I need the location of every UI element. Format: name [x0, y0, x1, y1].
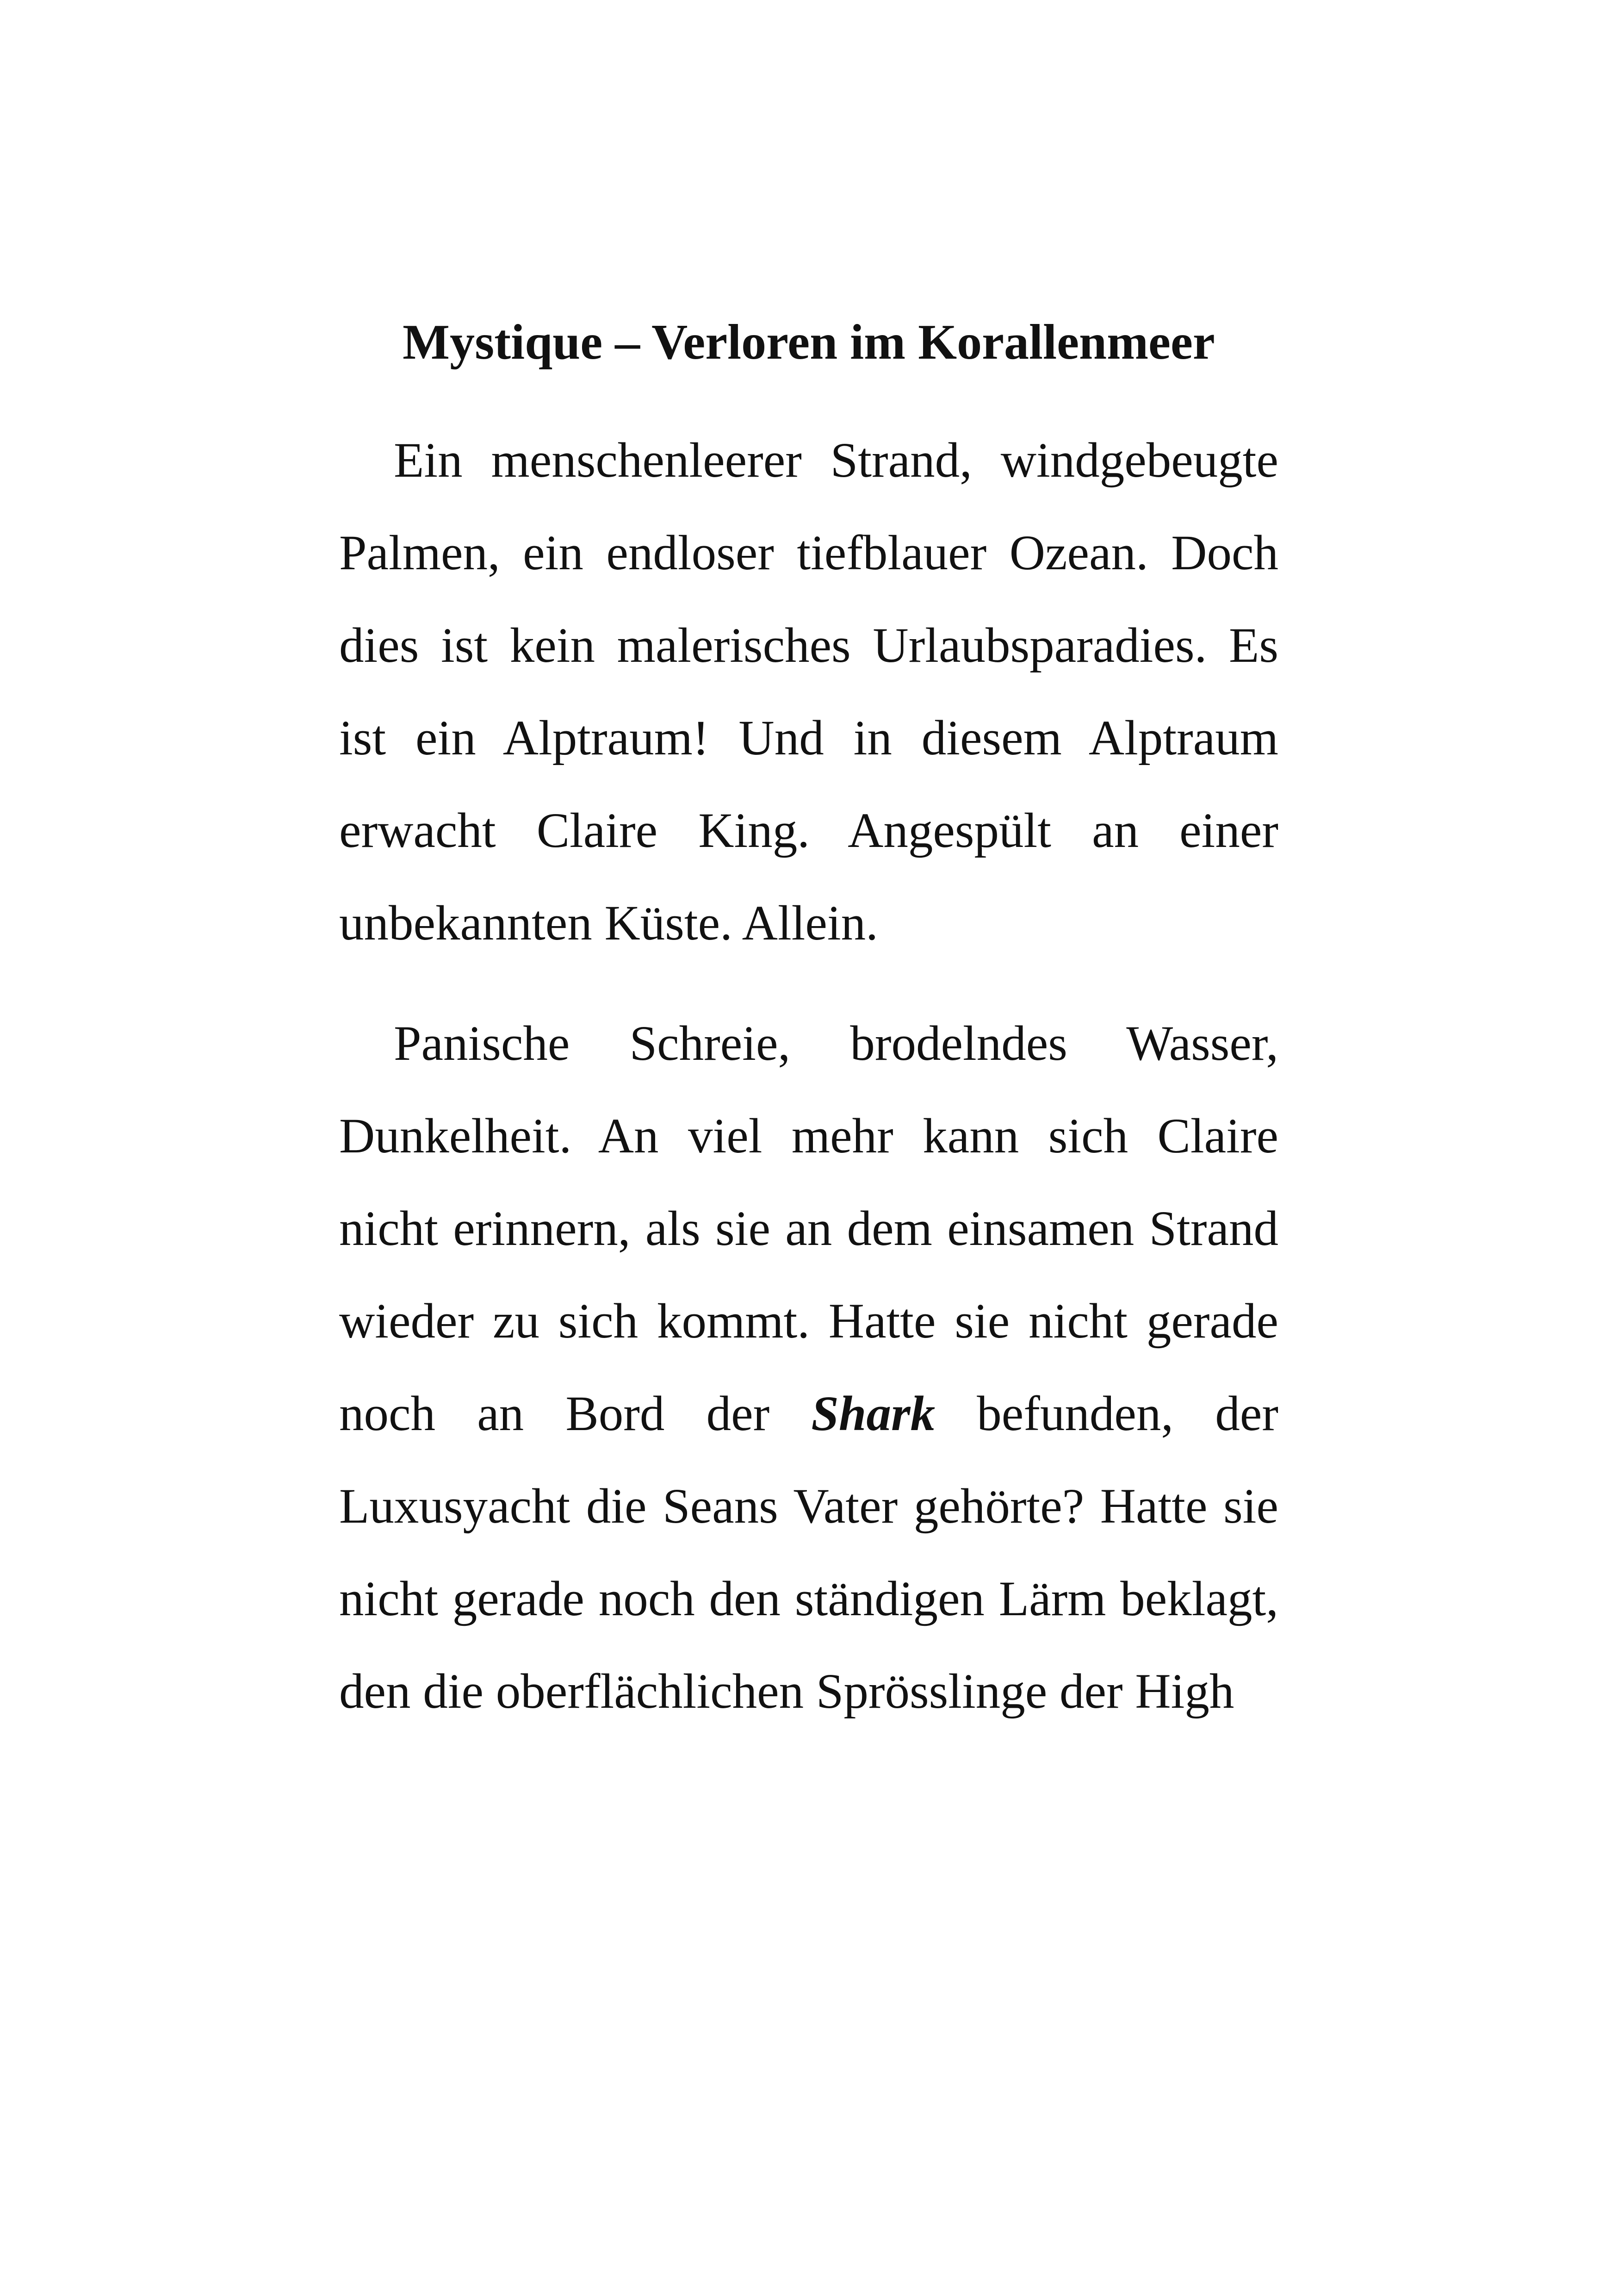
- paragraph-2: [339, 997, 1278, 1738]
- paragraph-2-text-before: Panische Schreie, brodelndes Wasser, Dunkelheit. An viel mehr kann sich Claire nicht erinnern, als sie an dem einsamen Strand wieder zu sich kommt. Hatte sie nicht gerade noch an Bord der: [339, 1016, 1278, 1441]
- paragraph-2-text-after: befunden, der Luxusyacht die Seans Vater gehörte? Hatte sie nicht gerade noch den ständigen Lärm beklagt, den die oberflächlichen Sprösslinge der High: [339, 1387, 1278, 1719]
- paragraph-1: Ein menschenleerer Strand, windgebeugte Palmen, ein endloser tiefblauer Ozean. Doch dies ist kein malerisches Urlaubsparadies. Es ist ein Alptraum! Und in diesem Alptraum erwacht Claire King. Angespült an einer unbekannten Küste. Allein.: [339, 433, 1278, 951]
- document-title: Mystique – Verloren im Korallenmeer: [403, 315, 1215, 370]
- yacht-name-emphasis: Shark: [811, 1387, 936, 1441]
- text-block: [339, 296, 1278, 1738]
